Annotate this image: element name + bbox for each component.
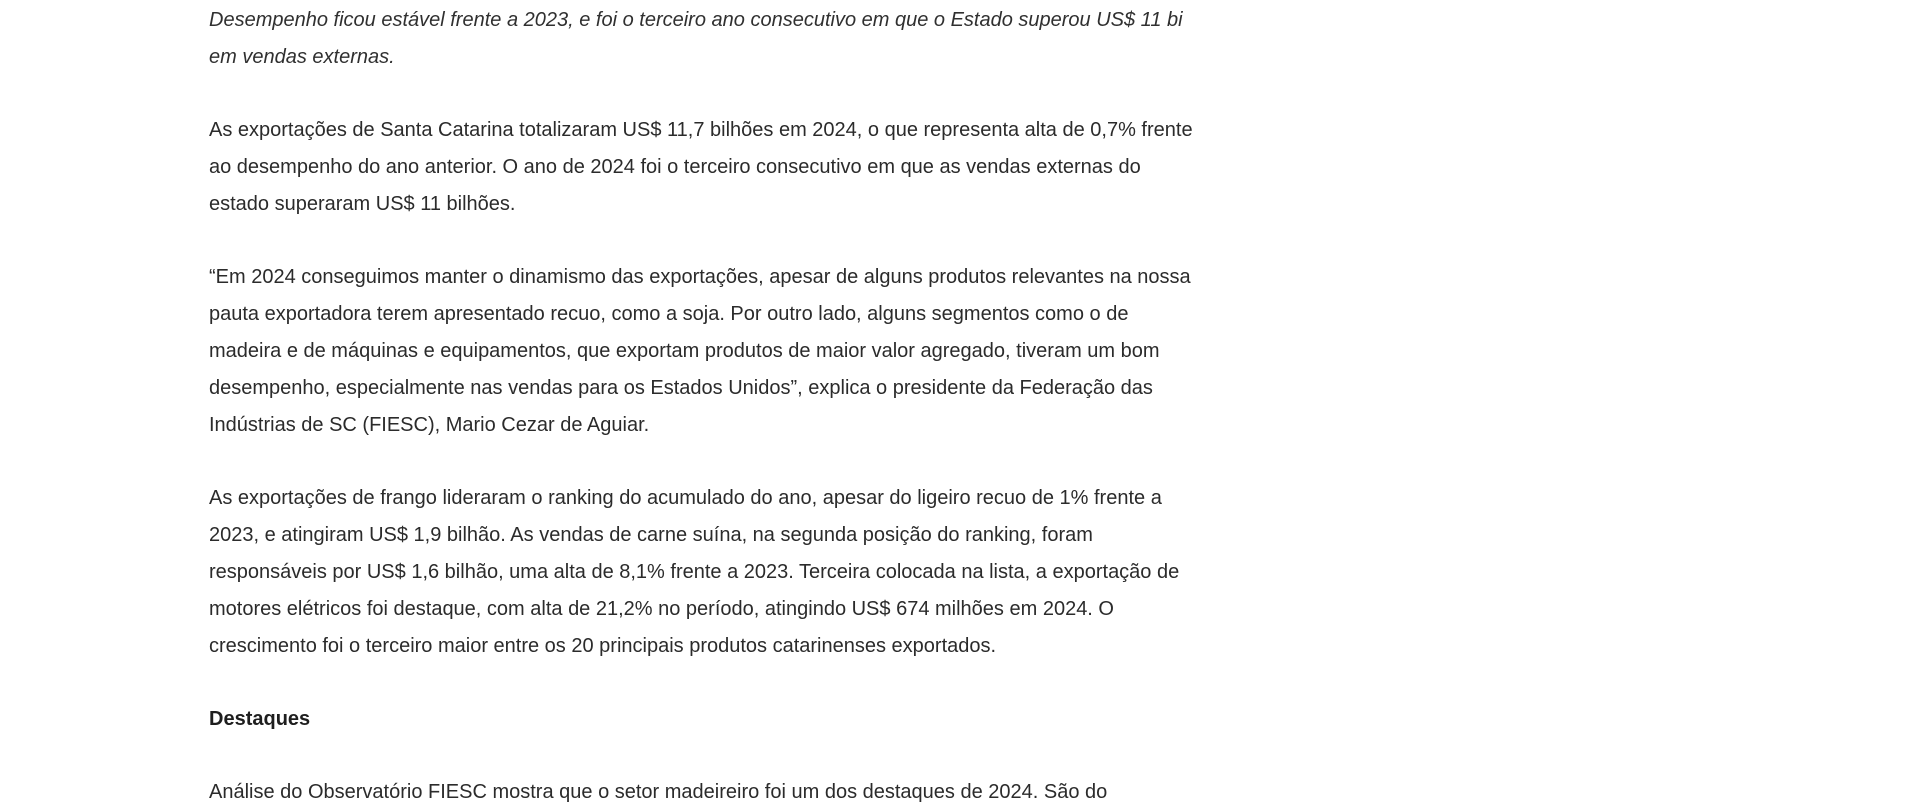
article-paragraph: As exportações de Santa Catarina totalizaram US$ 11,7 bilhões em 2024, o que representa alta de 0,7% frente ao desempenho do ano anterior. O ano de 2024 foi o terceiro consecutivo em que as vendas externas do estado superaram US$ 11 bilhões. (209, 119, 1193, 215)
article-quote-paragraph: “Em 2024 conseguimos manter o dinamismo das exportações, apesar de alguns produtos relevantes na nossa pauta exportadora terem apresentado recuo, como a soja. Por outro lado, alguns segmentos como o de madeira e de máquinas e equipamentos, que exportam produtos de maior valor agregado, tiveram um bom desempenho, especialmente nas vendas para os Estados Unidos”, explica o presidente da Federação das Indústrias de SC (FIESC), Mario Cezar de Aguiar. (209, 266, 1191, 436)
article-paragraph: Análise do Observatório FIESC mostra que o setor madeireiro foi um dos destaques de 2024. São do (209, 781, 1108, 803)
news-article (209, 2, 1199, 810)
article-paragraph: As exportações de frango lideraram o ranking do acumulado do ano, apesar do ligeiro recuo de 1% frente a 2023, e atingiram US$ 1,9 bilhão. As vendas de carne suína, na segunda posição do ranking, foram responsáveis por US$ 1,6 bilhão, uma alta de 8,1% frente a 2023. Terceira colocada na lista, a exportação de motores elétricos foi destaque, com alta de 21,2% no período, atingindo US$ 674 milhões em 2024. O crescimento foi o terceiro maior entre os 20 principais produtos catarinenses exportados. (209, 487, 1180, 657)
section-heading: Destaques (209, 708, 311, 730)
article-lead: Desempenho ficou estável frente a 2023, e foi o terceiro ano consecutivo em que o Estado superou US$ 11 bi em vendas externas. (209, 9, 1183, 68)
